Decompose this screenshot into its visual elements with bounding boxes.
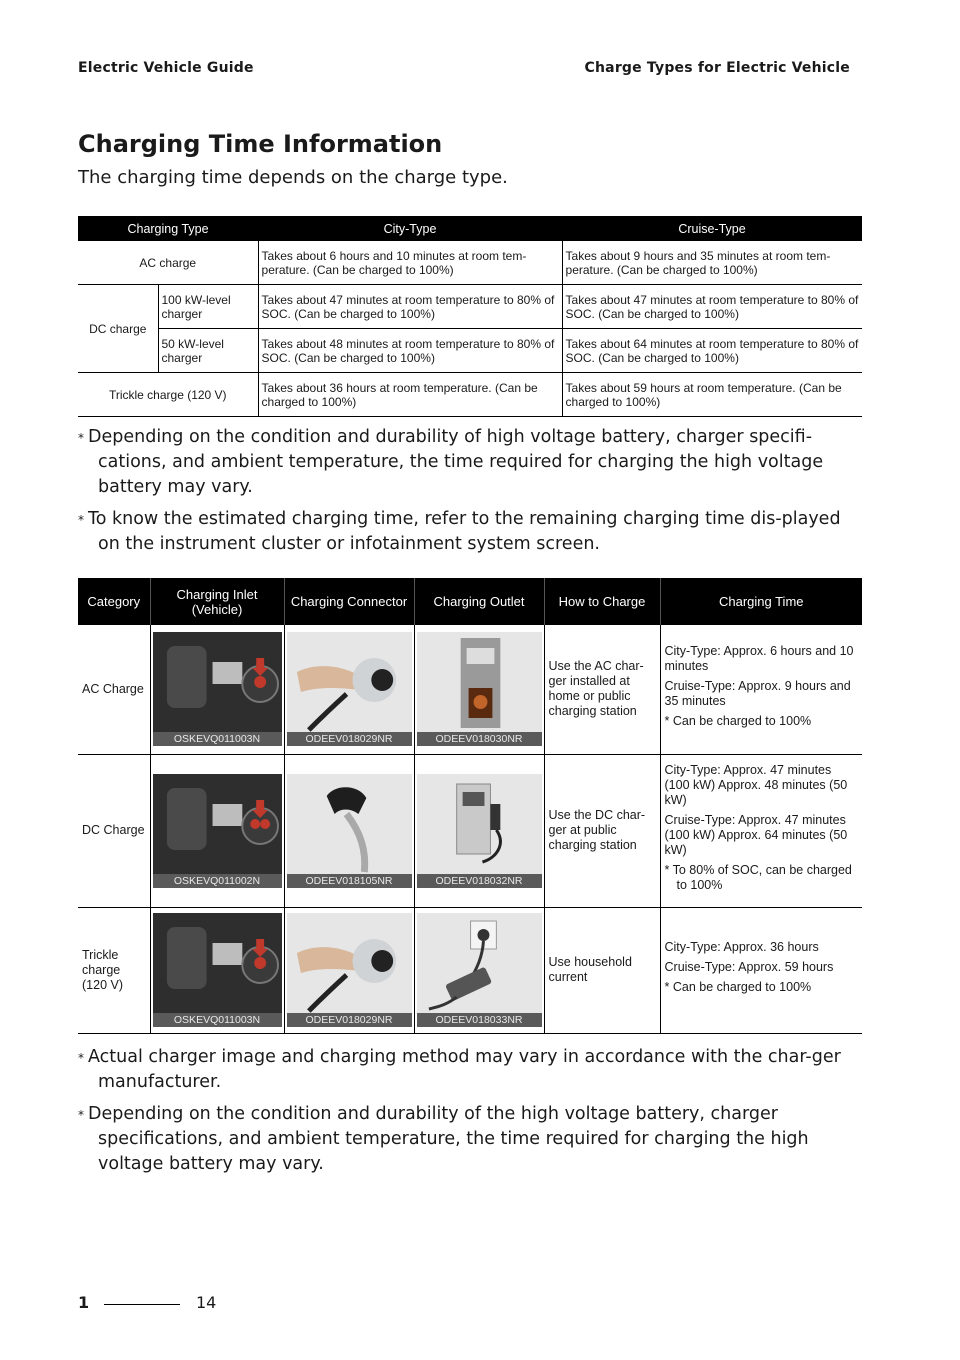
notes-block-1: [78, 425, 858, 564]
note: * To know the estimated charging time, refer to the remaining charging time dis-played on the instrument cluster or infotainment system screen.: [78, 509, 841, 554]
ac-charger-illustration: [417, 632, 542, 732]
cell-cruise: Takes about 47 minutes at room temperature to 80% of SOC. (Can be charged to 100%): [562, 285, 862, 329]
note: * Depending on the condition and durability of the high voltage battery, charger specifications, and ambient temperature, the time required for charging the high voltage battery may vary.: [78, 1104, 809, 1174]
vehicle-inlet-photo: [153, 632, 282, 746]
chapter-number: 1: [78, 1293, 90, 1312]
dc-charger-illustration: [417, 774, 542, 874]
how-to-charge: Use the DC char-ger at public charging station: [544, 754, 660, 907]
row-label: AC charge: [78, 241, 258, 285]
col-charging-outlet: Charging Outlet: [414, 578, 544, 625]
charging-time-cell: City-Type: Approx. 47 minutes (100 kW) Approx. 48 minutes (50 kW) Cruise-Type: Approx. 47 minutes (100 kW) Approx. 64 minutes (50 kW) * To 80% of SOC, can be charged to 100%: [660, 754, 862, 907]
col-charging-inlet: Charging Inlet (Vehicle): [150, 578, 284, 625]
table-row: [78, 625, 862, 754]
cell-city: Takes about 47 minutes at room temperature to 80% of SOC. (Can be charged to 100%): [258, 285, 562, 329]
notes-block-2: [78, 1045, 858, 1184]
row-label: Trickle charge (120 V): [78, 373, 258, 417]
image-code: ODEEV018032NR: [417, 874, 542, 888]
table-row: [78, 241, 862, 285]
row-category: Trickle charge (120 V): [78, 907, 150, 1033]
connector-illustration: [287, 913, 412, 1013]
table-row: [78, 329, 862, 373]
image-code: OSKEVQ011003N: [153, 732, 282, 746]
section-title: Charging Time Information: [78, 130, 443, 158]
table-row: [78, 754, 862, 907]
row-sublabel: 100 kW-level charger: [158, 285, 258, 329]
col-city-type: City-Type: [258, 216, 562, 241]
footer-rule: [104, 1304, 180, 1305]
asterisk: *: [78, 431, 84, 445]
cell-city: Takes about 36 hours at room temperature. (Can be charged to 100%): [258, 373, 562, 417]
col-charging-connector: Charging Connector: [284, 578, 414, 625]
charging-time-cell: City-Type: Approx. 36 hours Cruise-Type: Approx. 59 hours * Can be charged to 100%: [660, 907, 862, 1033]
connector-photo: [287, 632, 412, 746]
table-header-row: [78, 216, 862, 241]
image-code: OSKEVQ011003N: [153, 1013, 282, 1027]
section-subtitle: The charging time depends on the charge type.: [78, 167, 508, 188]
charging-time-table: [78, 216, 862, 417]
asterisk: *: [78, 1051, 84, 1065]
how-to-charge: Use the AC char-ger installed at home or public charging station: [544, 625, 660, 754]
image-code: ODEEV018029NR: [287, 1013, 412, 1027]
cell-cruise: Takes about 9 hours and 35 minutes at room tem-perature. (Can be charged to 100%): [562, 241, 862, 285]
dc-connector-illustration: [287, 774, 412, 874]
cell-city: Takes about 6 hours and 10 minutes at room tem-perature. (Can be charged to 100%): [258, 241, 562, 285]
cell-cruise: Takes about 64 minutes at room temperature to 80% of SOC. (Can be charged to 100%): [562, 329, 862, 373]
asterisk: *: [78, 513, 84, 527]
col-charging-time: Charging Time: [660, 578, 862, 625]
vehicle-inlet-photo: [153, 913, 282, 1027]
connector-photo: [287, 913, 412, 1027]
row-label: DC charge: [78, 285, 158, 373]
image-code: ODEEV018105NR: [287, 874, 412, 888]
row-category: DC Charge: [78, 754, 150, 907]
col-charging-type: Charging Type: [78, 216, 258, 241]
outlet-photo: [417, 913, 542, 1027]
cell-cruise: Takes about 59 hours at room temperature. (Can be charged to 100%): [562, 373, 862, 417]
note: * Depending on the condition and durability of high voltage battery, charger specifi-cations, and ambient temperature, the time required for charging the high voltage battery may vary.: [78, 427, 824, 497]
row-category: AC Charge: [78, 625, 150, 754]
col-cruise-type: Cruise-Type: [562, 216, 862, 241]
image-code: ODEEV018030NR: [417, 732, 542, 746]
running-header-left: Electric Vehicle Guide: [78, 60, 254, 76]
how-to-charge: Use household current: [544, 907, 660, 1033]
table-row: [78, 373, 862, 417]
vehicle-inlet-illustration: [153, 913, 282, 1013]
outlet-photo: [417, 632, 542, 746]
row-sublabel: 50 kW-level charger: [158, 329, 258, 373]
charging-time-cell: City-Type: Approx. 6 hours and 10 minutes Cruise-Type: Approx. 9 hours and 35 minutes * Can be charged to 100%: [660, 625, 862, 754]
table-header-row: [78, 578, 862, 625]
col-category: Category: [78, 578, 150, 625]
connector-illustration: [287, 632, 412, 732]
outlet-photo: [417, 774, 542, 888]
col-how-to-charge: How to Charge: [544, 578, 660, 625]
cell-city: Takes about 48 minutes at room temperature to 80% of SOC. (Can be charged to 100%): [258, 329, 562, 373]
charge-methods-table: [78, 578, 862, 1034]
image-code: OSKEVQ011002N: [153, 874, 282, 888]
vehicle-inlet-illustration: [153, 632, 282, 732]
vehicle-inlet-photo: [153, 774, 282, 888]
vehicle-inlet-illustration: [153, 774, 282, 874]
table-row: [78, 285, 862, 329]
running-header-right: Charge Types for Electric Vehicle: [584, 60, 850, 76]
image-code: ODEEV018029NR: [287, 732, 412, 746]
note: * Actual charger image and charging method may vary in accordance with the char-ger manufacturer.: [78, 1047, 841, 1092]
page-number: 14: [196, 1293, 217, 1312]
portable-charger-illustration: [417, 913, 542, 1013]
table-row: [78, 907, 862, 1033]
image-code: ODEEV018033NR: [417, 1013, 542, 1027]
asterisk: *: [78, 1108, 84, 1122]
connector-photo: [287, 774, 412, 888]
